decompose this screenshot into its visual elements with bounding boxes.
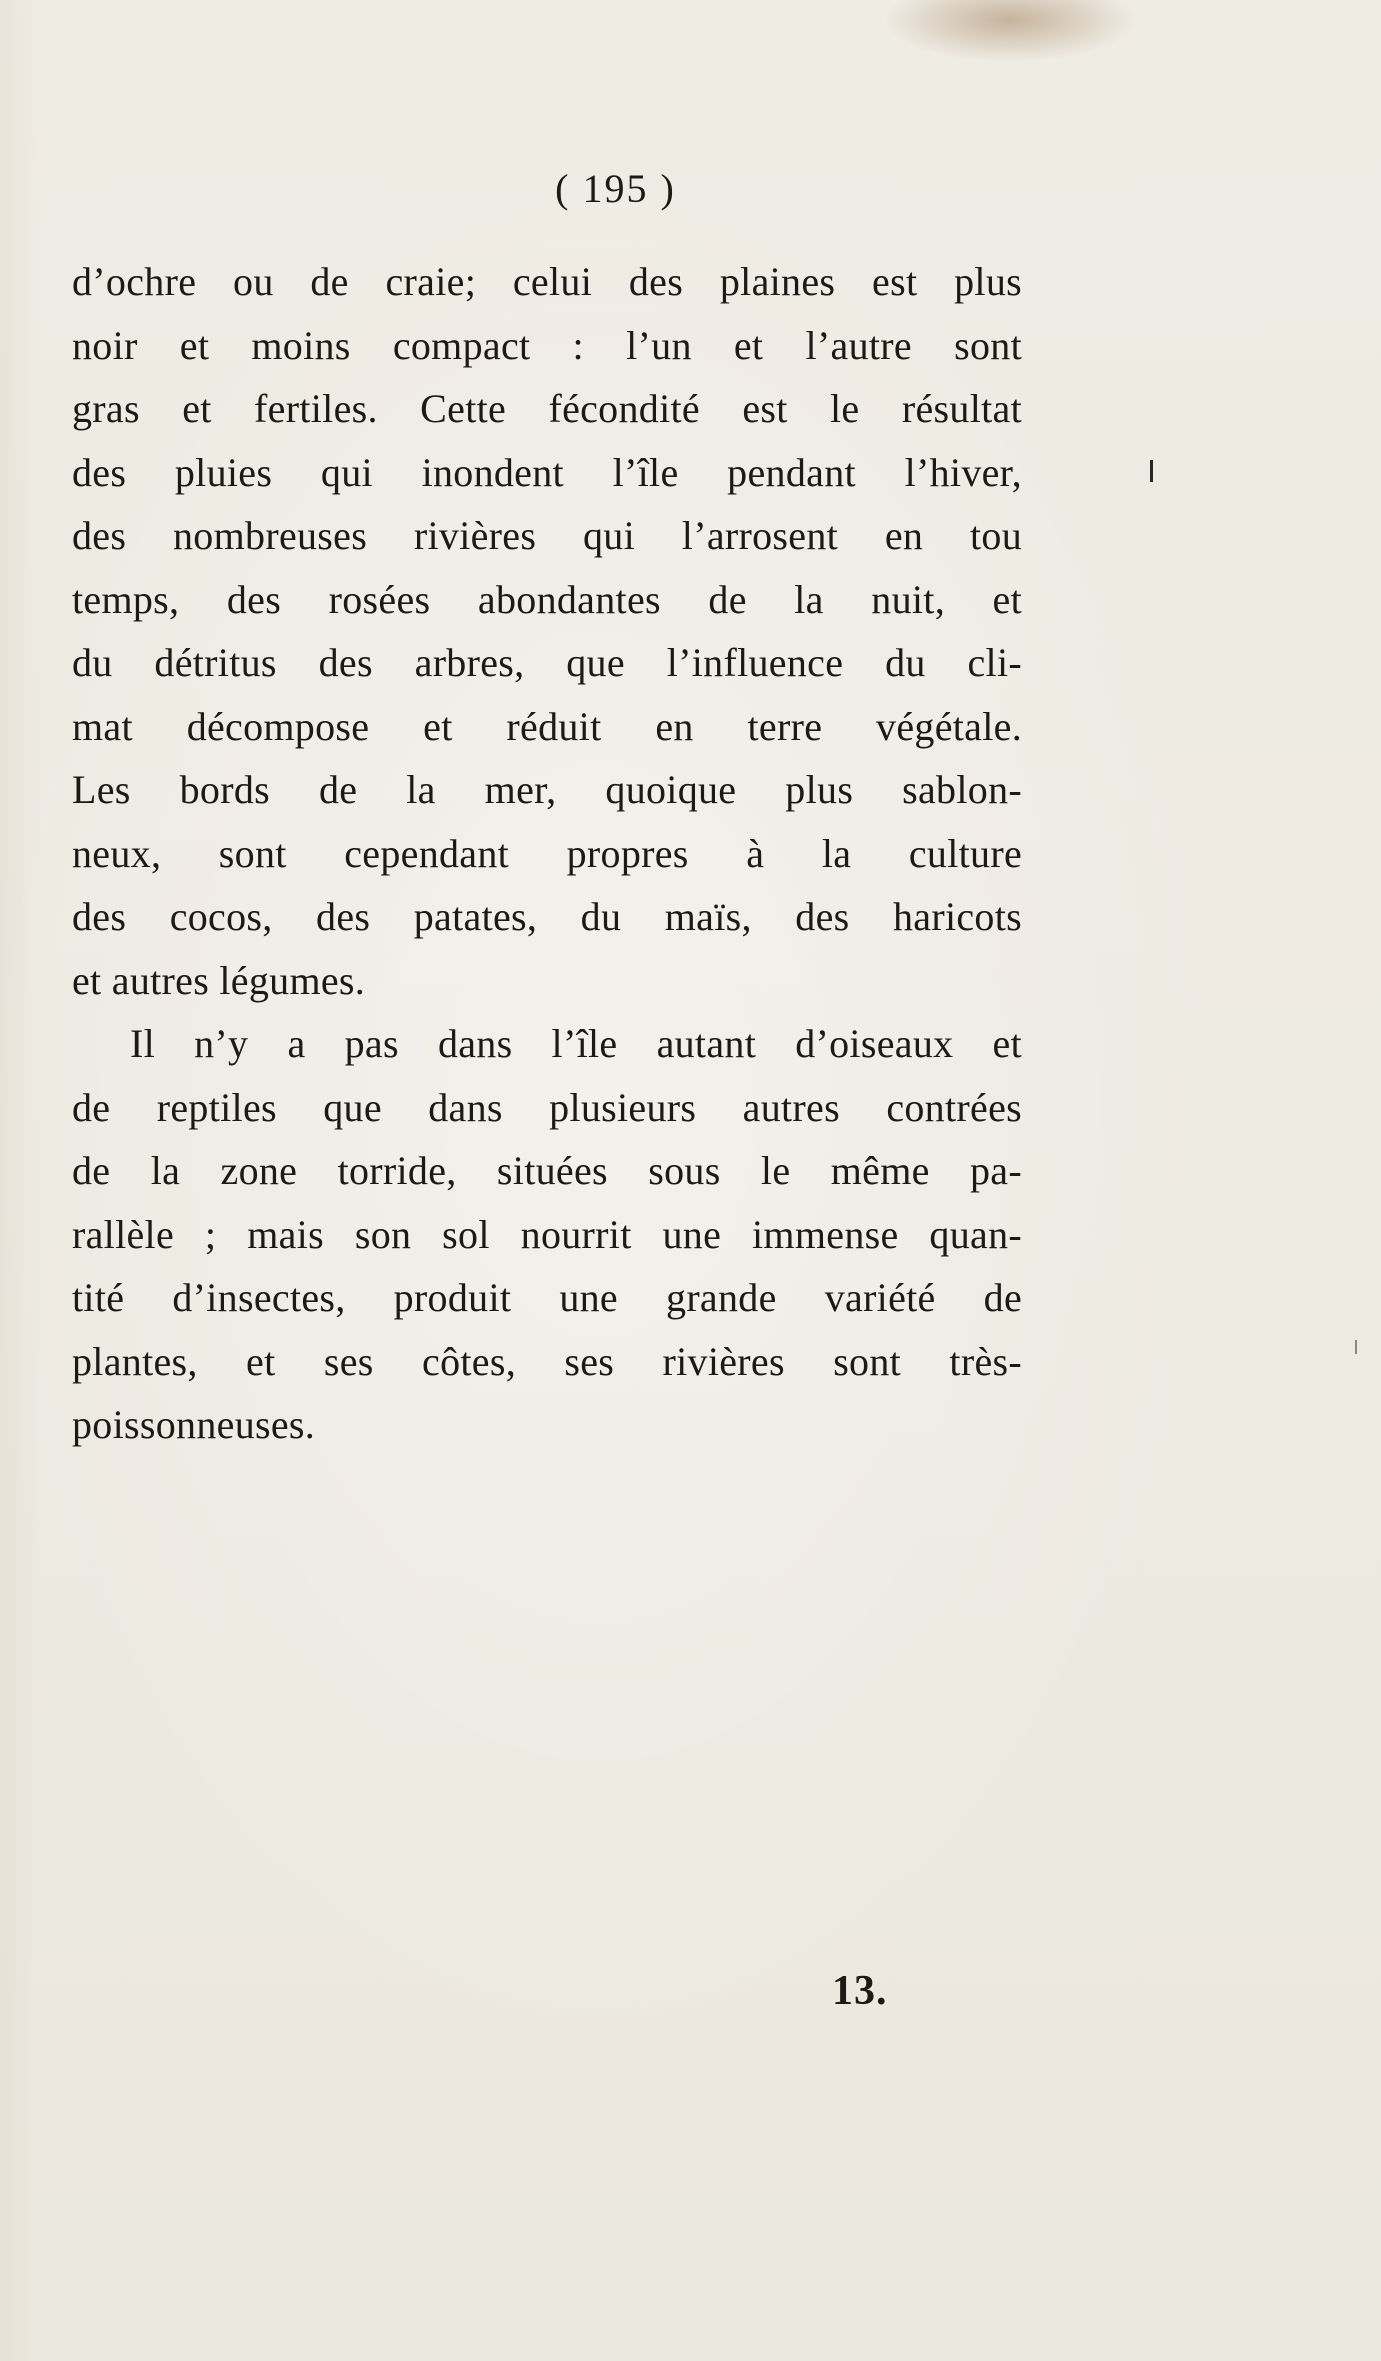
text-line: des pluies qui inondent l’île pendant l’hiver, [72,449,1022,495]
page-number: ( 195 ) [555,166,676,211]
text-line: de la zone torride, situées sous le même pa- [72,1148,1022,1193]
text-line: plantes, et ses côtes, ses rivières sont très- [72,1338,1022,1384]
text-line: des cocos, des patates, du maïs, des haricots [72,894,1022,939]
paragraph-1 [72,250,1022,1012]
text-line: neux, sont cependant propres à la culture [72,830,1022,876]
text-line: de reptiles que dans plusieurs autres contrées [72,1084,1022,1130]
margin-mark [1355,1340,1357,1354]
margin-mark [1150,460,1153,482]
text-line: Les bords de la mer, quoique plus sablon- [72,767,1022,812]
text-line: d’ochre ou de craie; celui des plaines est plus [72,259,1022,304]
text-line: et autres légumes. [72,957,366,1003]
signature-mark: 13. [832,1968,888,2014]
text-line: poissonneuses. [72,1402,316,1447]
text-line: des nombreuses rivières qui l’arrosent en tou [72,513,1022,558]
text-line: noir et moins compact : l’un et l’autre sont [72,322,1022,368]
text-line: tité d’insectes, produit une grande variété de [72,1275,1022,1320]
text-line: mat décompose et réduit en terre végétale. [72,703,1022,749]
text-line: du détritus des arbres, que l’influence du cli- [72,640,1022,685]
text-line: gras et fertiles. Cette fécondité est le résultat [72,386,1022,431]
paragraph-2 [72,1012,1022,1457]
text-line: Il n’y a pas dans l’île autant d’oiseaux et [130,1021,1022,1066]
body-text [72,250,1022,1457]
text-line: temps, des rosées abondantes de la nuit, et [72,576,1022,622]
text-line: rallèle ; mais son sol nourrit une immense quan- [72,1211,1022,1257]
